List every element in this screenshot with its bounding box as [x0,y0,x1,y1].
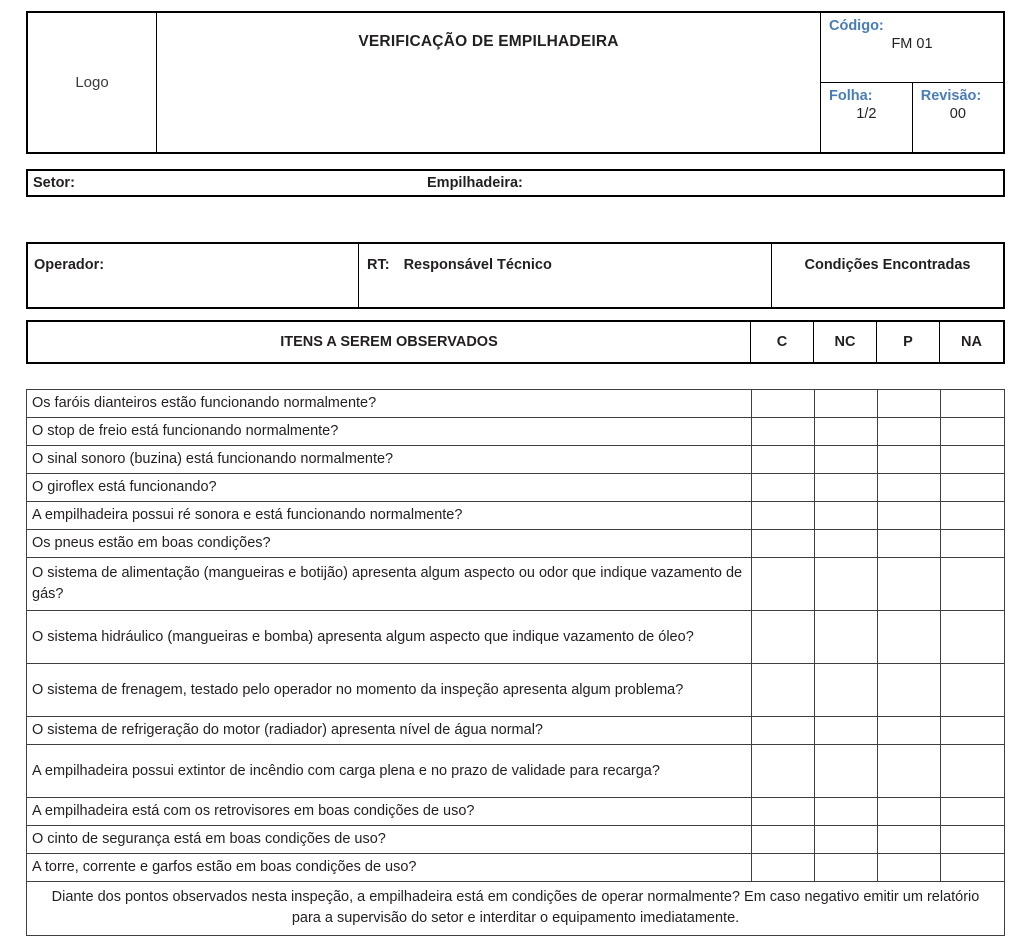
revisao-value: 00 [949,106,966,123]
checkbox-cell-p[interactable] [878,745,941,798]
table-row [27,664,1005,717]
checkbox-cell-c[interactable] [752,474,815,502]
checkbox-cell-na[interactable] [941,854,1005,882]
table-row [27,474,1005,502]
checkbox-cell-nc[interactable] [815,502,878,530]
checklist-item-text: O stop de freio está funcionando normalmente? [27,418,752,446]
column-header-na-label: NA [961,334,982,350]
checkbox-cell-nc[interactable] [815,745,878,798]
checklist-item-text: O sistema de alimentação (mangueiras e botijão) apresenta algum aspecto ou odor que indique vazamento de gás? [27,558,752,611]
checkbox-cell-p[interactable] [878,826,941,854]
column-header-nc [814,321,877,363]
items-header-table [26,320,1005,364]
checkbox-cell-c[interactable] [752,717,815,745]
checkbox-cell-p[interactable] [878,446,941,474]
checkbox-cell-nc[interactable] [815,474,878,502]
table-row [27,418,1005,446]
logo-placeholder-text: Logo [75,74,109,91]
column-header-na [940,321,1005,363]
setor-empilhadeira-cell[interactable] [27,170,1004,196]
table-row [27,745,1005,798]
checkbox-cell-na[interactable] [941,474,1005,502]
checkbox-cell-nc[interactable] [815,798,878,826]
checkbox-cell-p[interactable] [878,474,941,502]
checklist-item-text: O sinal sonoro (buzina) está funcionando normalmente? [27,446,752,474]
page-title: VERIFICAÇÃO DE EMPILHADEIRA [358,33,619,50]
checkbox-cell-na[interactable] [941,717,1005,745]
footer-note-text: Diante dos pontos observados nesta inspeção, a empilhadeira está em condições de operar normalmente? Em caso negativo emitir um relatório para a supervisão do setor e interditar o equipamento imediatamente. [51,889,980,927]
checkbox-cell-na[interactable] [941,664,1005,717]
folha-cell [821,83,913,154]
checkbox-cell-na[interactable] [941,502,1005,530]
checkbox-cell-c[interactable] [752,664,815,717]
checkbox-cell-nc[interactable] [815,826,878,854]
checklist-item-text: Os pneus estão em boas condições? [27,530,752,558]
checklist-item-text: O giroflex está funcionando? [27,474,752,502]
checkbox-cell-p[interactable] [878,502,941,530]
revisao-label: Revisão: [920,88,982,104]
empilhadeira-label: Empilhadeira: [427,175,523,191]
checkbox-cell-nc[interactable] [815,611,878,664]
document-header [26,11,1005,154]
checklist-table [26,389,1005,936]
checkbox-cell-c[interactable] [752,530,815,558]
footer-note-row [27,882,1005,936]
folha-value: 1/2 [856,106,877,123]
checkbox-cell-p[interactable] [878,530,941,558]
table-row [27,854,1005,882]
checkbox-cell-p[interactable] [878,390,941,418]
checkbox-cell-p[interactable] [878,418,941,446]
checkbox-cell-p[interactable] [878,558,941,611]
checkbox-cell-c[interactable] [752,826,815,854]
checklist-item-text: O cinto de segurança está em boas condições de uso? [27,826,752,854]
checkbox-cell-p[interactable] [878,798,941,826]
checkbox-cell-na[interactable] [941,798,1005,826]
checklist-item-text: Os faróis dianteiros estão funcionando normalmente? [27,390,752,418]
column-header-nc-label: NC [834,334,856,350]
checklist-item-text: O sistema hidráulico (mangueiras e bomba) apresenta algum aspecto que indique vazamento de óleo? [27,611,752,664]
table-row [27,390,1005,418]
checkbox-cell-na[interactable] [941,390,1005,418]
table-row [27,611,1005,664]
checkbox-cell-na[interactable] [941,826,1005,854]
checkbox-cell-nc[interactable] [815,664,878,717]
checklist-item-text: A empilhadeira possui extintor de incêndio com carga plena e no prazo de validade para recarga? [27,745,752,798]
checkbox-cell-na[interactable] [941,558,1005,611]
checkbox-cell-nc[interactable] [815,717,878,745]
checkbox-cell-p[interactable] [878,611,941,664]
checkbox-cell-nc[interactable] [815,558,878,611]
checkbox-cell-p[interactable] [878,717,941,745]
checklist-item-text: A torre, corrente e garfos estão em boas condições de uso? [27,854,752,882]
responsavel-tecnico-cell[interactable] [359,243,772,308]
checkbox-cell-na[interactable] [941,611,1005,664]
checklist-item-text: O sistema de frenagem, testado pelo operador no momento da inspeção apresenta algum problema? [27,664,752,717]
logo-cell [27,12,157,153]
checklist-body [27,390,1005,882]
table-row [27,502,1005,530]
condicoes-encontradas-label: Condições Encontradas [804,257,971,273]
checkbox-cell-c[interactable] [752,390,815,418]
checkbox-cell-p[interactable] [878,854,941,882]
checklist-item-text: A empilhadeira está com os retrovisores em boas condições de uso? [27,798,752,826]
checkbox-cell-p[interactable] [878,664,941,717]
codigo-label: Código: [829,18,884,34]
checkbox-cell-c[interactable] [752,502,815,530]
table-row [27,558,1005,611]
setor-label: Setor: [33,175,75,191]
setor-table [26,169,1005,197]
items-header-section [26,320,1005,364]
codigo-value: FM 01 [891,36,933,53]
operador-label: Operador: [34,257,105,273]
checkbox-cell-c[interactable] [752,446,815,474]
items-header-label: ITENS A SEREM OBSERVADOS [280,334,498,350]
operator-table [26,242,1005,309]
header-table [26,11,1005,154]
checkbox-cell-c[interactable] [752,745,815,798]
table-row [27,798,1005,826]
operador-cell[interactable] [27,243,359,308]
folha-label: Folha: [829,88,873,104]
checkbox-cell-c[interactable] [752,798,815,826]
checkbox-cell-na[interactable] [941,418,1005,446]
document-title-cell [157,12,821,153]
table-row [27,530,1005,558]
table-row [27,446,1005,474]
rt-value-label: Responsável Técnico [403,257,552,273]
setor-section [26,169,1005,197]
column-header-c [751,321,814,363]
revisao-cell [912,83,1004,154]
checklist-section [26,389,1005,936]
checkbox-cell-c[interactable] [752,418,815,446]
checklist-item-text: O sistema de refrigeração do motor (radiador) apresenta nível de água normal? [27,717,752,745]
checkbox-cell-na[interactable] [941,530,1005,558]
operator-section [26,242,1005,309]
items-column-header [27,321,751,363]
rt-key-label: RT: [367,257,390,273]
checkbox-cell-c[interactable] [752,854,815,882]
checkbox-cell-c[interactable] [752,611,815,664]
checkbox-cell-na[interactable] [941,745,1005,798]
checkbox-cell-nc[interactable] [815,418,878,446]
checklist-item-text: A empilhadeira possui ré sonora e está funcionando normalmente? [27,502,752,530]
checkbox-cell-nc[interactable] [815,446,878,474]
checkbox-cell-nc[interactable] [815,530,878,558]
checkbox-cell-c[interactable] [752,558,815,611]
checkbox-cell-nc[interactable] [815,854,878,882]
codigo-cell [821,12,1005,83]
footer-note-cell [27,882,1005,936]
condicoes-encontradas-cell [772,243,1005,308]
column-header-p [877,321,940,363]
table-row [27,826,1005,854]
checkbox-cell-nc[interactable] [815,390,878,418]
checkbox-cell-na[interactable] [941,446,1005,474]
table-row [27,717,1005,745]
column-header-c-label: C [776,334,788,350]
column-header-p-label: P [903,334,913,350]
